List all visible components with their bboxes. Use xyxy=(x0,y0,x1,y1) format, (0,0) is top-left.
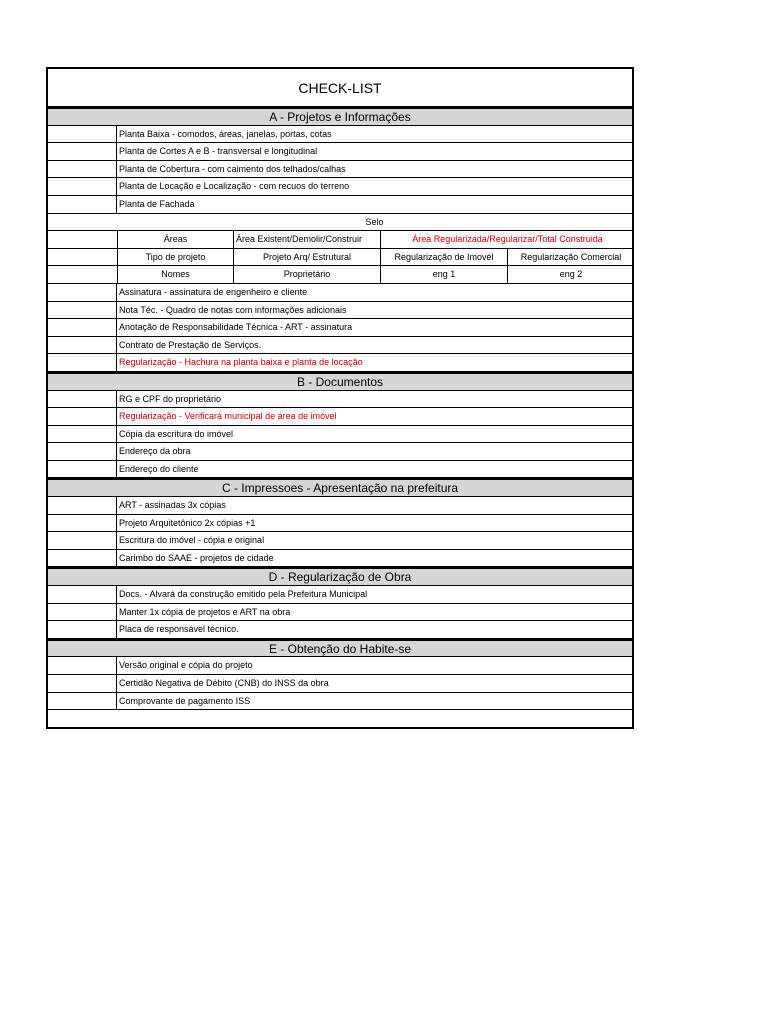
list-item xyxy=(48,391,632,409)
checkbox-cell[interactable] xyxy=(48,443,117,460)
checkbox-cell[interactable] xyxy=(48,284,117,301)
item-text: Comprovante de pagamento ISS xyxy=(119,695,251,706)
item-text: ART - assinadas 3x cópias xyxy=(119,500,226,511)
selo-cell: Tipo de projeto xyxy=(117,249,233,266)
item-text: Anotação de Responsabilidade Técnica - ART - assinatura xyxy=(119,322,353,333)
section-a-heading: A - Projetos e Informações xyxy=(48,107,632,126)
item-text: RG e CPF do proprietário xyxy=(119,393,222,404)
section-e-heading: E - Obtenção do Habite-se xyxy=(48,639,632,658)
list-item xyxy=(48,337,632,355)
item-text: Projeto Arquitetônico 2x cópias +1 xyxy=(119,517,256,528)
checkbox-cell[interactable] xyxy=(48,586,117,603)
checkbox-cell[interactable] xyxy=(48,675,117,692)
list-item xyxy=(48,621,632,639)
checkbox-cell[interactable] xyxy=(48,161,117,178)
item-text: Carimbo do SAAE - projetos de cidade xyxy=(119,552,274,563)
item-text: Docs. - Alvará da construção emitido pela Prefeitura Municipal xyxy=(119,589,368,600)
list-item xyxy=(48,408,632,426)
checkbox-cell[interactable] xyxy=(48,621,117,638)
item-text: Endereço do cliente xyxy=(119,463,199,474)
checkbox-cell[interactable] xyxy=(48,497,117,514)
list-item xyxy=(48,604,632,622)
checkbox-cell[interactable] xyxy=(48,178,117,195)
checkbox-cell[interactable] xyxy=(48,461,117,478)
item-text: Escritura do imóvel - cópia e original xyxy=(119,535,265,546)
checkbox-cell[interactable] xyxy=(48,550,117,567)
checkbox-cell[interactable] xyxy=(48,391,117,408)
checkbox-cell[interactable] xyxy=(48,319,117,336)
list-item xyxy=(48,426,632,444)
list-item xyxy=(48,161,632,179)
checkbox-cell[interactable] xyxy=(48,126,117,143)
selo-cell: Área Existent/Demolir/Construir xyxy=(233,231,380,248)
selo-cell: Regularização Comercial xyxy=(507,249,634,266)
checkbox-cell[interactable] xyxy=(48,354,117,371)
selo-cell: eng 2 xyxy=(507,266,634,283)
checklist-table xyxy=(46,67,634,729)
list-item xyxy=(48,319,632,337)
selo-row-areas xyxy=(48,231,632,249)
list-item xyxy=(48,178,632,196)
checkbox-cell[interactable] xyxy=(48,515,117,532)
checkbox-cell[interactable] xyxy=(48,337,117,354)
item-text: Certidão Negativa de Débito (CNB) do INSS da obra xyxy=(119,678,329,688)
selo-cell: Projeto Arq/ Estrutural xyxy=(233,249,380,266)
selo-label: Selo xyxy=(365,216,384,227)
checkbox-cell[interactable] xyxy=(48,693,117,710)
list-item xyxy=(48,550,632,568)
item-text: Planta de Cobertura - com caimento dos telhados/calhas xyxy=(119,163,346,174)
checkbox-cell[interactable] xyxy=(48,604,117,621)
list-item xyxy=(48,532,632,550)
checkbox-cell[interactable] xyxy=(48,196,117,213)
item-text: Planta de Locação e Localização - com recuos do terreno xyxy=(119,181,350,192)
list-item xyxy=(48,143,632,161)
section-b-heading: B - Documentos xyxy=(48,372,632,391)
selo-row-nomes xyxy=(48,266,632,284)
item-text: Assinatura - assinatura de engenheiro e cliente xyxy=(119,286,308,297)
list-item xyxy=(48,515,632,533)
selo-cell: Áreas xyxy=(117,231,233,248)
item-text: Planta de Fachada xyxy=(119,198,195,209)
checkbox-cell[interactable] xyxy=(48,657,117,674)
list-item xyxy=(48,461,632,479)
selo-row-tipo xyxy=(48,249,632,267)
item-text: Nota Téc. - Quadro de notas com informações adicionais xyxy=(119,304,347,315)
item-text: Cópia da escritura do imóvel xyxy=(119,428,234,439)
selo-cell: eng 1 xyxy=(380,266,507,283)
list-item xyxy=(48,354,632,372)
item-text: Endereço da obra xyxy=(119,446,191,457)
list-item xyxy=(48,675,632,693)
item-text: Regularização - Hachura na planta baixa e planta de locação xyxy=(119,357,363,368)
checkbox-cell[interactable] xyxy=(48,143,117,160)
item-text: Placa de responsável técnico. xyxy=(119,624,239,635)
checkbox-cell[interactable] xyxy=(48,408,117,425)
list-item xyxy=(48,586,632,604)
item-text: Manter 1x cópia de projetos e ART na obra xyxy=(119,606,291,617)
checkbox-cell[interactable] xyxy=(48,302,117,319)
checklist-title: CHECK-LIST xyxy=(48,69,632,107)
list-item xyxy=(48,657,632,675)
selo-cell: Regularização de Imovél xyxy=(380,249,507,266)
selo-label-row xyxy=(48,214,632,232)
list-item xyxy=(48,196,632,214)
blank-row xyxy=(48,710,632,727)
list-item xyxy=(48,497,632,515)
selo-cell: Nomes xyxy=(117,266,233,283)
list-item xyxy=(48,284,632,302)
selo-cell: Proprietário xyxy=(233,266,380,283)
item-text: Planta Baixa - comodos, áreas, janelas, portas, cotas xyxy=(119,128,332,139)
selo-cell: Área Regularizada/Regularizar/Total Construida xyxy=(380,231,634,248)
list-item xyxy=(48,693,632,711)
item-text: Versão original e cópia do projeto xyxy=(119,660,253,671)
list-item xyxy=(48,126,632,144)
item-text: Contrato de Prestação de Serviços. xyxy=(119,339,262,350)
item-text: Regularização - Verificará municipal de área de imóvel xyxy=(119,411,337,422)
section-d-heading: D - Regularização de Obra xyxy=(48,567,632,586)
section-c-heading: C - Impressoes - Apresentação na prefeitura xyxy=(48,478,632,497)
list-item xyxy=(48,302,632,320)
checkbox-cell[interactable] xyxy=(48,532,117,549)
item-text: Planta de Cortes A e B - transversal e longitudinal xyxy=(119,146,318,157)
checkbox-cell[interactable] xyxy=(48,426,117,443)
list-item xyxy=(48,443,632,461)
